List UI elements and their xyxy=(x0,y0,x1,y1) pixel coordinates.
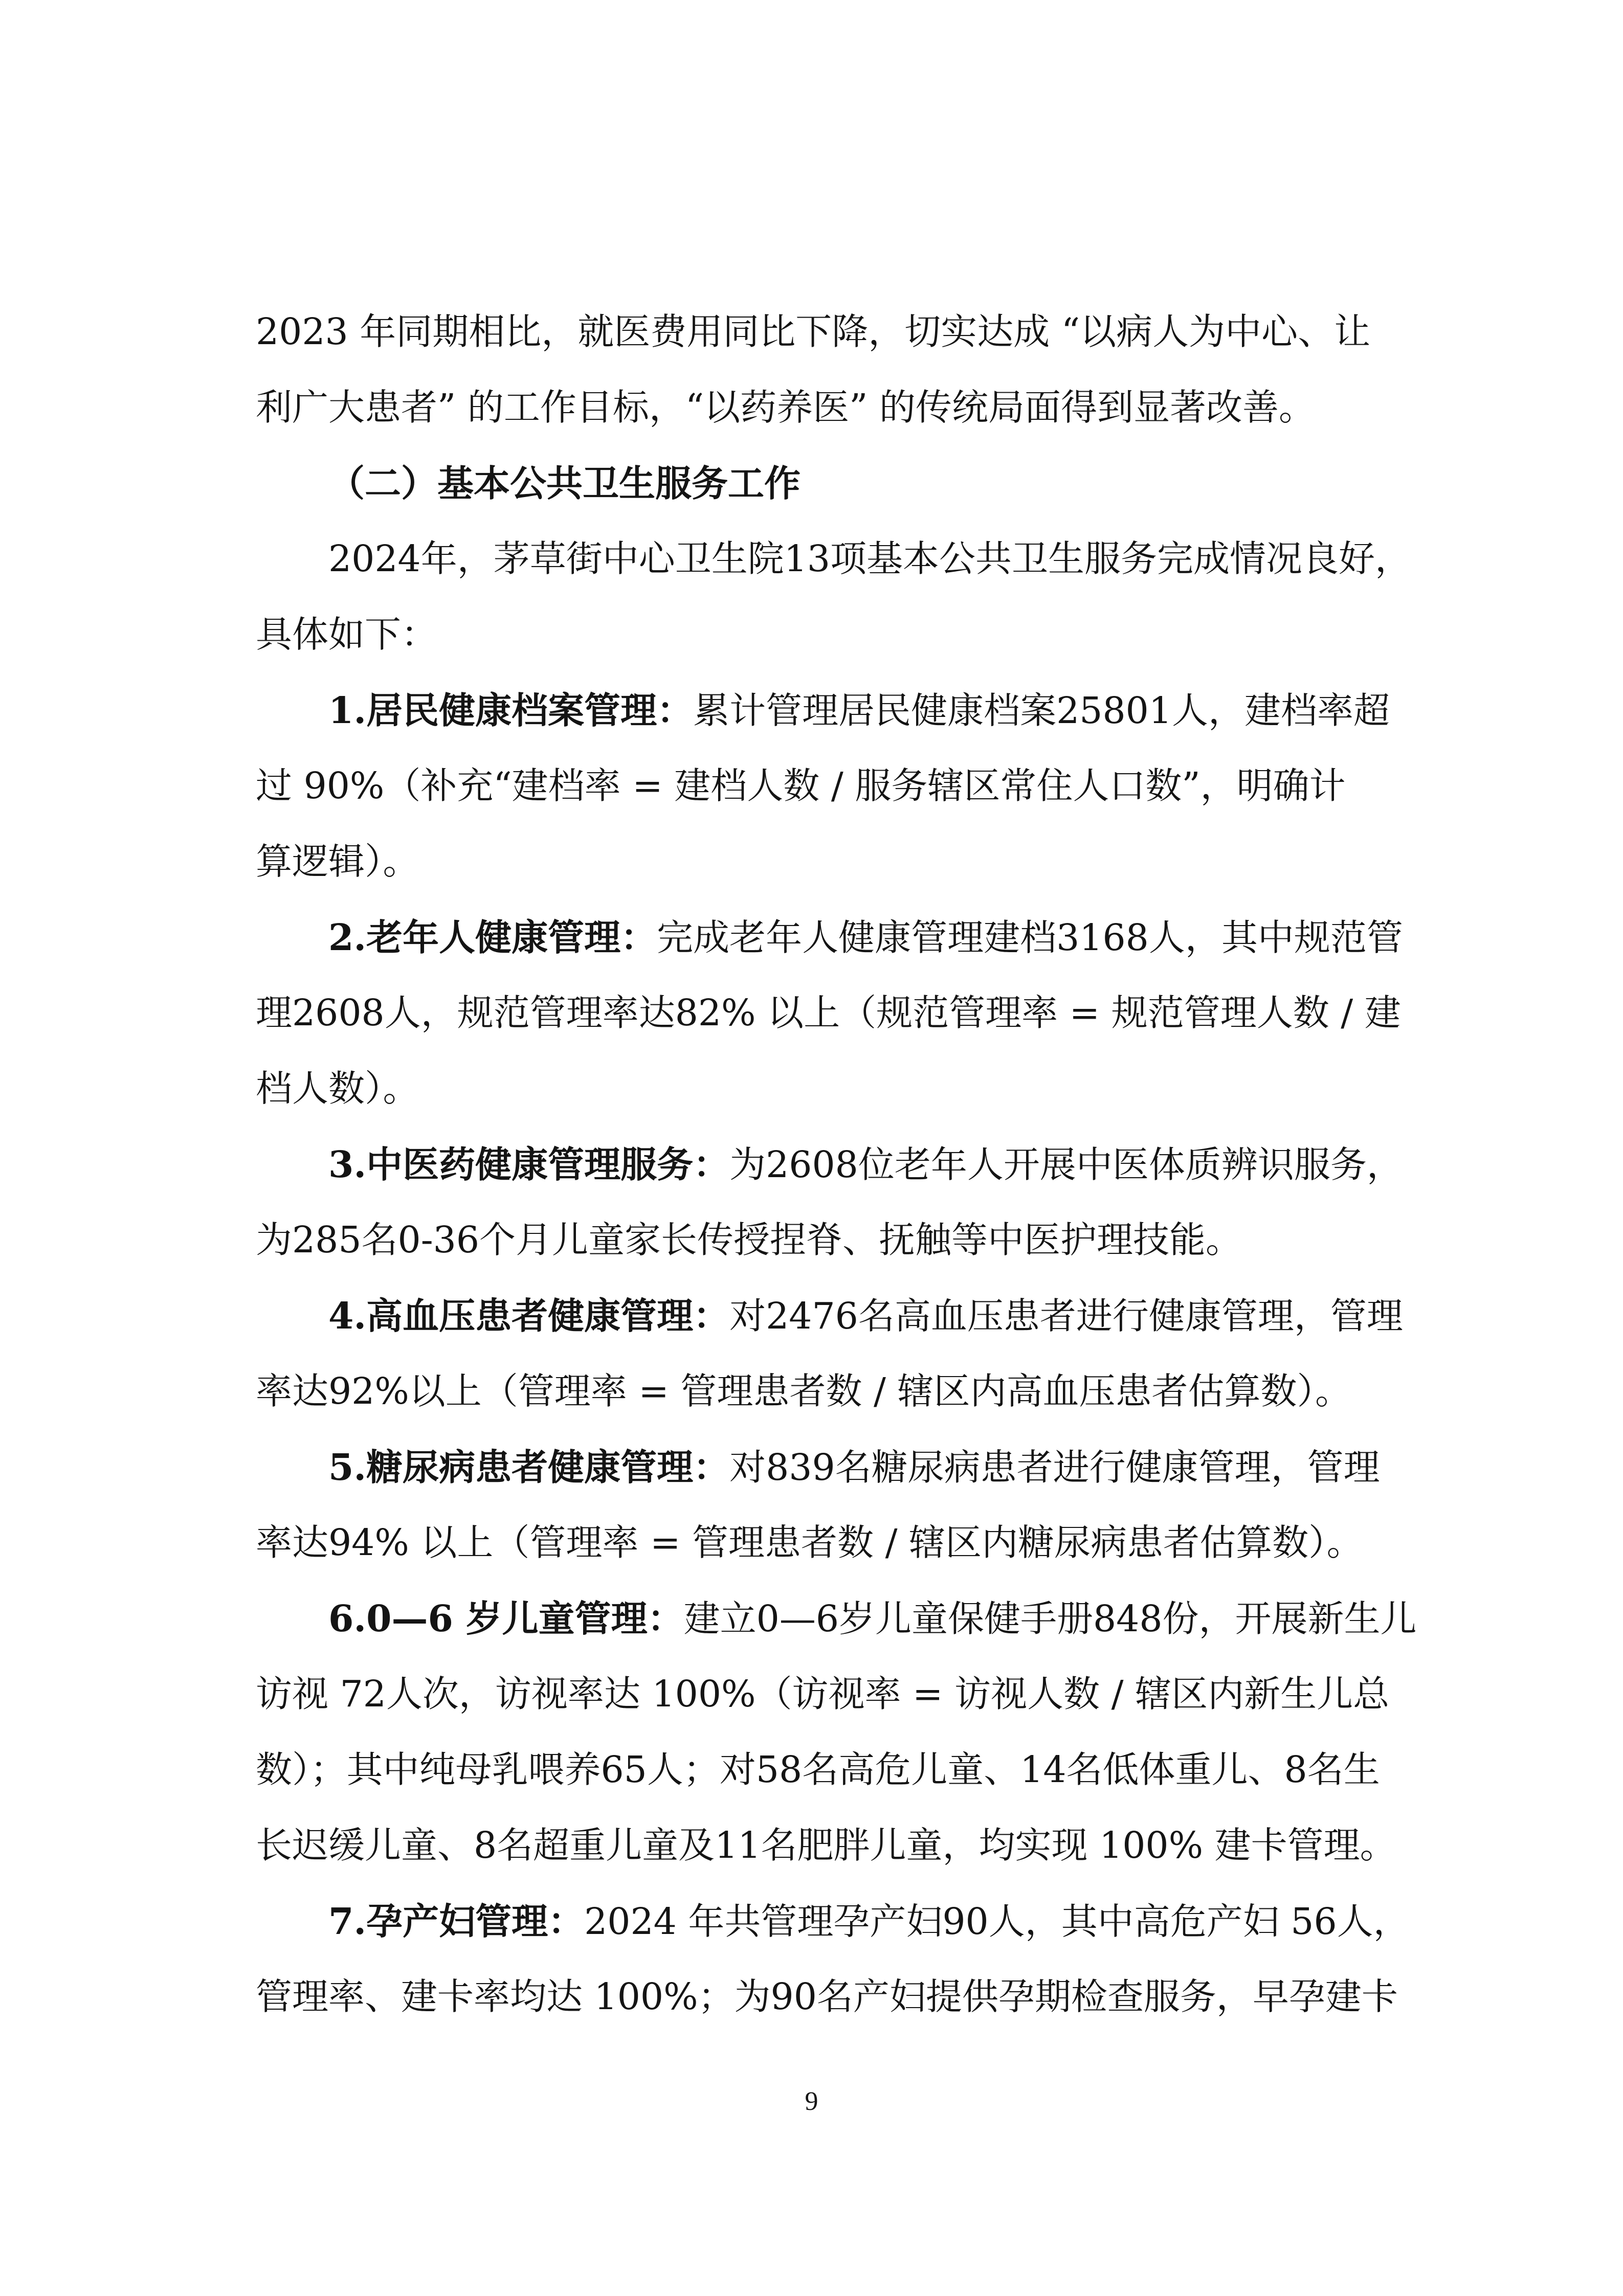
list-item-5 xyxy=(256,1429,1396,1505)
item-title: 2.老年人健康管理： xyxy=(328,916,657,959)
paragraph-line: 2024年，茅草街中心卫生院13项基本公共卫生服务完成情况良好， xyxy=(328,537,1412,580)
body-text xyxy=(256,294,1417,2035)
paragraph-line: 具体如下： xyxy=(256,613,438,656)
list-item-1 xyxy=(256,672,1396,748)
item-text: 累计管理居民健康档案25801人，建档率超 xyxy=(693,689,1390,732)
paragraph-line: 过 90%（补充“建档率 = 建档人数 / 服务辖区常住人口数”，明确计 xyxy=(256,764,1346,807)
paragraph-line: 理2608人，规范管理率达82% 以上（规范管理率 = 规范管理人数 / 建 xyxy=(256,992,1401,1034)
paragraph-line: 档人数）。 xyxy=(256,1067,419,1110)
paragraph-line: 率达94% 以上（管理率 = 管理患者数 / 辖区内糖尿病患者估算数）。 xyxy=(256,1521,1363,1564)
item-text: 对839名糖尿病患者进行健康管理，管理 xyxy=(729,1446,1380,1489)
paragraph-line: 率达92%以上（管理率 = 管理患者数 / 辖区内高血压患者估算数）。 xyxy=(256,1370,1351,1412)
item-text: 为2608位老年人开展中医体质辨识服务， xyxy=(729,1143,1403,1186)
list-item-2 xyxy=(256,899,1403,975)
item-title: 5.糖尿病患者健康管理： xyxy=(328,1446,730,1489)
page-number: 9 xyxy=(805,2087,818,2116)
list-item-7 xyxy=(256,1883,1410,1959)
paragraph-line: 为285名0-36个月儿童家长传授捏脊、抚触等中医护理技能。 xyxy=(256,1219,1242,1261)
item-title: 6.0—6 岁儿童管理： xyxy=(328,1597,684,1640)
paragraph-line: 算逻辑）。 xyxy=(256,840,419,883)
item-title: 7.孕产妇管理： xyxy=(328,1900,585,1943)
paragraph-line: 2023 年同期相比，就医费用同比下降，切实达成 “以病人为中心、让 xyxy=(256,310,1371,353)
item-text: 2024 年共管理孕产妇90人，其中高危产妇 56人， xyxy=(584,1900,1410,1943)
item-text: 建立0—6岁儿童保健手册848份，开展新生儿 xyxy=(683,1597,1417,1640)
item-title: 1.居民健康档案管理： xyxy=(328,689,694,732)
paragraph-line: 管理率、建卡率均达 100%；为90名产妇提供孕期检查服务，早孕建卡 xyxy=(256,1975,1398,2018)
item-text: 对2476名高血压患者进行健康管理，管理 xyxy=(729,1295,1403,1337)
list-item-4 xyxy=(256,1278,1403,1354)
list-item-3 xyxy=(256,1127,1403,1202)
paragraph-line: 访视 72人次，访视率达 100%（访视率 = 访视人数 / 辖区内新生儿总 xyxy=(256,1673,1390,1715)
section-heading: （二）基本公共卫生服务工作 xyxy=(328,462,801,505)
paragraph-line: 利广大患者” 的工作目标，“以药养医” 的传统局面得到显著改善。 xyxy=(256,386,1316,429)
paragraph-line: 数）；其中纯母乳喂养65人；对58名高危儿童、14名低体重儿、8名生 xyxy=(256,1748,1380,1791)
list-item-6 xyxy=(256,1581,1417,1656)
item-title: 4.高血压患者健康管理： xyxy=(328,1294,730,1337)
item-text: 完成老年人健康管理建档3168人，其中规范管 xyxy=(657,916,1403,959)
paragraph-line: 长迟缓儿童、8名超重儿童及11名肥胖儿童，均实现 100% 建卡管理。 xyxy=(256,1824,1396,1866)
item-title: 3.中医药健康管理服务： xyxy=(328,1143,730,1186)
